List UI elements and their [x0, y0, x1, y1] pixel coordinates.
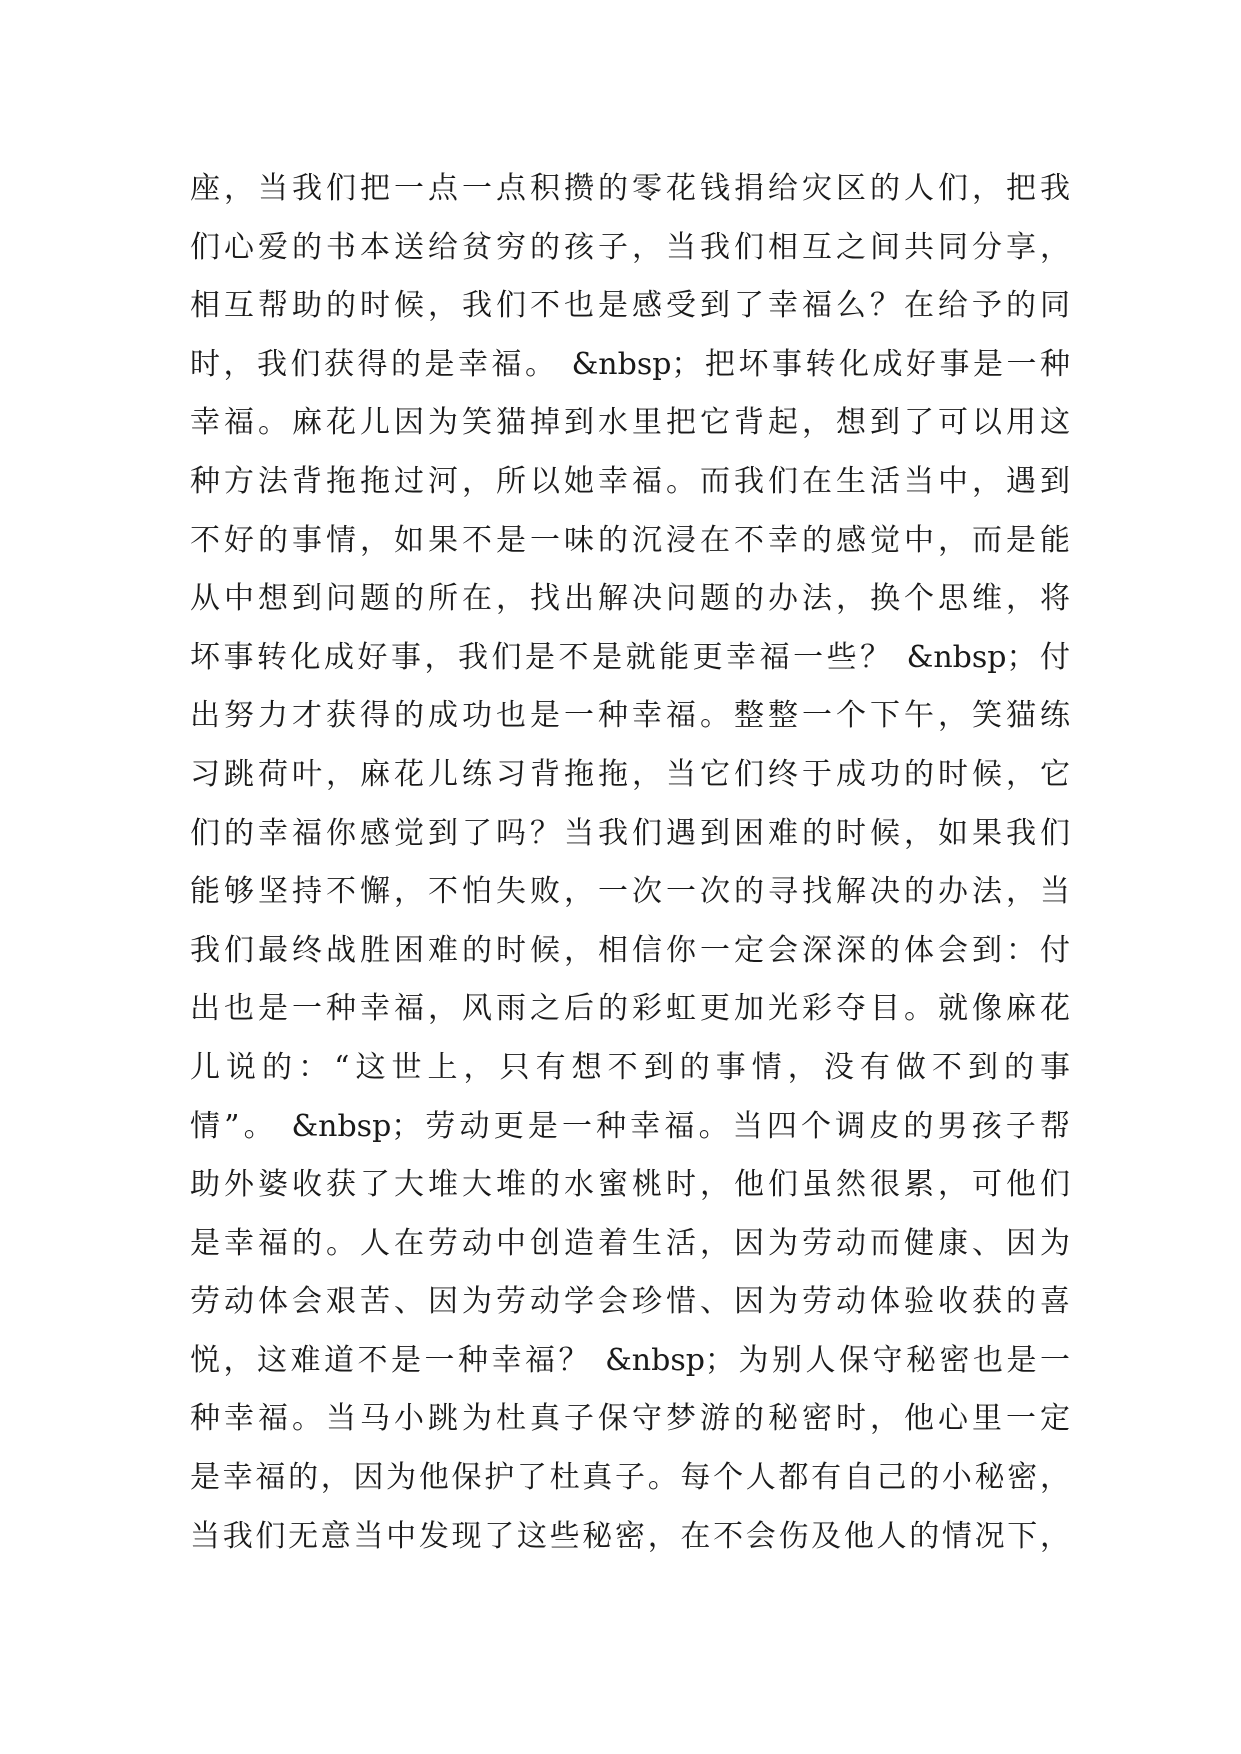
text-line: 悦，这难道不是一种幸福？ &nbsp；为别人保守秘密也是一 — [190, 1342, 1070, 1378]
body-text — [190, 160, 1070, 1566]
text-line: 时，我们获得的是幸福。 &nbsp；把坏事转化成好事是一种 — [190, 346, 1070, 382]
text-line: 相互帮助的时候，我们不也是感受到了幸福么？在给予的同 — [190, 288, 1070, 324]
text-line: 种方法背拖拖过河，所以她幸福。而我们在生活当中，遇到 — [190, 463, 1070, 499]
text-line: 我们最终战胜困难的时候，相信你一定会深深的体会到：付 — [190, 932, 1070, 968]
text-line: 习跳荷叶，麻花儿练习背拖拖，当它们终于成功的时候，它 — [190, 756, 1070, 792]
text-line: 能够坚持不懈，不怕失败，一次一次的寻找解决的办法，当 — [190, 874, 1070, 910]
text-line: 是幸福的，因为他保护了杜真子。每个人都有自己的小秘密， — [190, 1460, 1070, 1496]
text-line: 种幸福。当马小跳为杜真子保守梦游的秘密时，他心里一定 — [190, 1401, 1070, 1437]
text-line: 助外婆收获了大堆大堆的水蜜桃时，他们虽然很累，可他们 — [190, 1167, 1070, 1203]
text-line: 出努力才获得的成功也是一种幸福。整整一个下午，笑猫练 — [190, 698, 1070, 734]
text-line: 劳动体会艰苦、因为劳动学会珍惜、因为劳动体验收获的喜 — [190, 1284, 1070, 1320]
text-line: 坏事转化成好事，我们是不是就能更幸福一些？ &nbsp；付 — [190, 639, 1070, 675]
text-line: 当我们无意当中发现了这些秘密，在不会伤及他人的情况下， — [190, 1518, 1070, 1554]
text-line: 们心爱的书本送给贫穷的孩子，当我们相互之间共同分享， — [190, 229, 1070, 265]
text-line: 是幸福的。人在劳动中创造着生活，因为劳动而健康、因为 — [190, 1225, 1070, 1261]
text-line: 座，当我们把一点一点积攒的零花钱捐给灾区的人们，把我 — [190, 171, 1070, 206]
text-line: 不好的事情，如果不是一味的沉浸在不幸的感觉中，而是能 — [190, 522, 1070, 558]
text-line: 出也是一种幸福，风雨之后的彩虹更加光彩夺目。就像麻花 — [190, 991, 1070, 1027]
text-line: 儿说的：“这世上，只有想不到的事情，没有做不到的事 — [190, 1049, 1070, 1085]
text-line: 从中想到问题的所在，找出解决问题的办法，换个思维，将 — [190, 581, 1070, 617]
text-line: 幸福。麻花儿因为笑猫掉到水里把它背起，想到了可以用这 — [190, 405, 1070, 441]
text-line: 们的幸福你感觉到了吗？当我们遇到困难的时候，如果我们 — [190, 815, 1070, 851]
text-line: 情”。 &nbsp；劳动更是一种幸福。当四个调皮的男孩子帮 — [190, 1108, 1070, 1144]
